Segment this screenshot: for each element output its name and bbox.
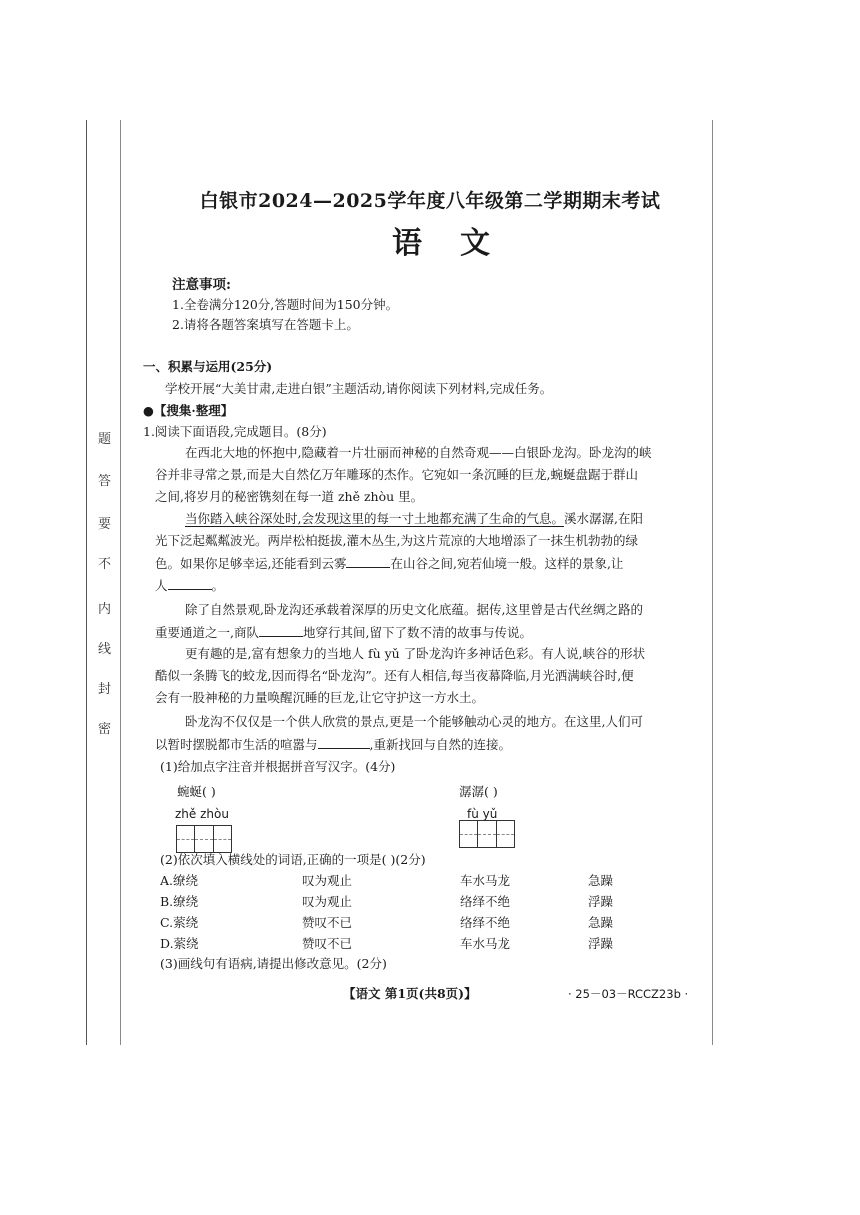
- option-word-3: 车水马龙: [460, 873, 511, 888]
- answer-blank-1: [346, 555, 390, 568]
- binding-char-1: 密: [98, 722, 112, 737]
- word-annotate-1: 蜿蜒( ): [177, 784, 216, 799]
- binding-char-5: 不: [98, 557, 112, 572]
- passage-line: 重要通道之一,商队 地穿行其间,留下了数不清的故事与传说。: [155, 625, 532, 640]
- option-label: B.缭绕: [160, 894, 199, 909]
- word-annotate-2: 潺潺( ): [459, 784, 498, 799]
- binding-char-3: 线: [98, 642, 112, 657]
- page-indicator: 【语文 第1页(共8页)】: [343, 986, 477, 1001]
- option-word-4: 急躁: [588, 873, 614, 888]
- section-heading: 一、积累与运用(25分): [143, 359, 273, 374]
- option-b[interactable]: [160, 892, 680, 908]
- passage-line: 在西北大地的怀抱中,隐藏着一片壮丽而神秘的自然奇观——白银卧龙沟。卧龙沟的峡: [185, 445, 652, 460]
- option-word-2: 赞叹不已: [302, 936, 353, 951]
- passage-line: 人 。: [155, 578, 225, 593]
- binding-char-8: 题: [98, 432, 112, 447]
- passage-line: 以暂时摆脱都市生活的喧嚣与 ,重新找回与自然的连接。: [155, 737, 511, 752]
- binding-char-4: 内: [98, 602, 112, 617]
- binding-char-2: 封: [98, 682, 112, 697]
- paper-code: · 25－03－RCCZ23b ·: [568, 987, 689, 1001]
- option-word-4: 浮躁: [588, 894, 614, 909]
- subquestion-2-stem: (2)依次填入横线处的词语,正确的一项是( )(2分): [160, 852, 426, 867]
- binding-char-7: 答: [98, 474, 112, 489]
- option-word-4: 浮躁: [588, 936, 614, 951]
- option-word-3: 络绎不绝: [460, 915, 511, 930]
- option-c[interactable]: [160, 913, 680, 929]
- option-word-4: 急躁: [588, 915, 614, 930]
- section-intro: 学校开展“大美甘肃,走进白银”主题活动,请你阅读下列材料,完成任务。: [165, 381, 553, 396]
- passage-line: 酷似一条腾飞的蛟龙,因而得名“卧龙沟”。还有人相信,每当夜幕降临,月光洒满峡谷时,便: [155, 668, 634, 683]
- option-word-3: 车水马龙: [460, 936, 511, 951]
- answer-blank-4: [318, 736, 370, 749]
- option-d[interactable]: [160, 934, 680, 950]
- passage-line: 卧龙沟不仅仅是一个供人欣赏的景点,更是一个能够触动心灵的地方。在这里,人们可: [185, 714, 643, 729]
- underlined-sentence: 当你踏入峡谷深处时,会发现这里的每一寸土地都充满了生命的气息。: [185, 511, 564, 526]
- notice-item-2: 2.请将各题答案填写在答题卡上。: [172, 317, 359, 332]
- passage-line: 之间,将岁月的秘密镌刻在每一道 zhě zhòu 里。: [155, 489, 424, 504]
- char-grid-1[interactable]: [176, 825, 232, 853]
- subject-title: 语文: [392, 226, 528, 261]
- answer-blank-2: [168, 577, 212, 590]
- passage-line: 谷并非寻常之景,而是大自然亿万年雕琢的杰作。它宛如一条沉睡的巨龙,蜿蜒盘踞于群山: [155, 467, 638, 482]
- option-label: A.缭绕: [160, 873, 199, 888]
- option-word-2: 叹为观止: [302, 873, 353, 888]
- passage-line: 当你踏入峡谷深处时,会发现这里的每一寸土地都充满了生命的气息。溪水潺潺,在阳: [185, 511, 643, 526]
- subquestion-3-stem: (3)画线句有语病,请提出修改意见。(2分): [160, 956, 387, 971]
- binding-char-6: 要: [98, 517, 112, 532]
- option-label: C.萦绕: [160, 915, 199, 930]
- notice-heading: 注意事项:: [172, 277, 231, 293]
- passage-line: 更有趣的是,富有想象力的当地人 fù yǔ 了卧龙沟许多神话色彩。有人说,峡谷的形状: [185, 646, 646, 661]
- question-1-heading: 1.阅读下面语段,完成题目。(8分): [143, 424, 327, 439]
- passage-line: 会有一股神秘的力量唤醒沉睡的巨龙,让它守护这一方水土。: [155, 690, 484, 705]
- passage-line: 色。如果你足够幸运,还能看到云雾 在山谷之间,宛若仙境一般。这样的景象,让: [155, 556, 624, 571]
- passage-line: 光下泛起粼粼波光。两岸松柏挺拔,灌木丛生,为这片荒凉的大地增添了一抹生机勃勃的绿: [155, 533, 638, 548]
- option-a[interactable]: [160, 871, 680, 887]
- task-subheading: ●【搜集·整理】: [143, 403, 234, 418]
- option-word-2: 叹为观止: [302, 894, 353, 909]
- subquestion-1-stem: (1)给加点字注音并根据拼音写汉字。(4分): [160, 759, 396, 774]
- pinyin-2: fù yǔ: [467, 807, 498, 821]
- char-grid-2[interactable]: [459, 820, 515, 848]
- notice-item-1: 1.全卷满分120分,答题时间为150分钟。: [172, 297, 399, 312]
- exam-title: 白银市2024—2025学年度八年级第二学期期末考试: [199, 190, 661, 212]
- passage-line: 除了自然景观,卧龙沟还承载着深厚的历史文化底蕴。据传,这里曾是古代丝绸之路的: [185, 602, 643, 617]
- option-label: D.萦绕: [160, 936, 199, 951]
- option-word-2: 赞叹不已: [302, 915, 353, 930]
- pinyin-1: zhě zhòu: [175, 807, 229, 821]
- answer-blank-3: [259, 624, 303, 637]
- option-word-3: 络绎不绝: [460, 894, 511, 909]
